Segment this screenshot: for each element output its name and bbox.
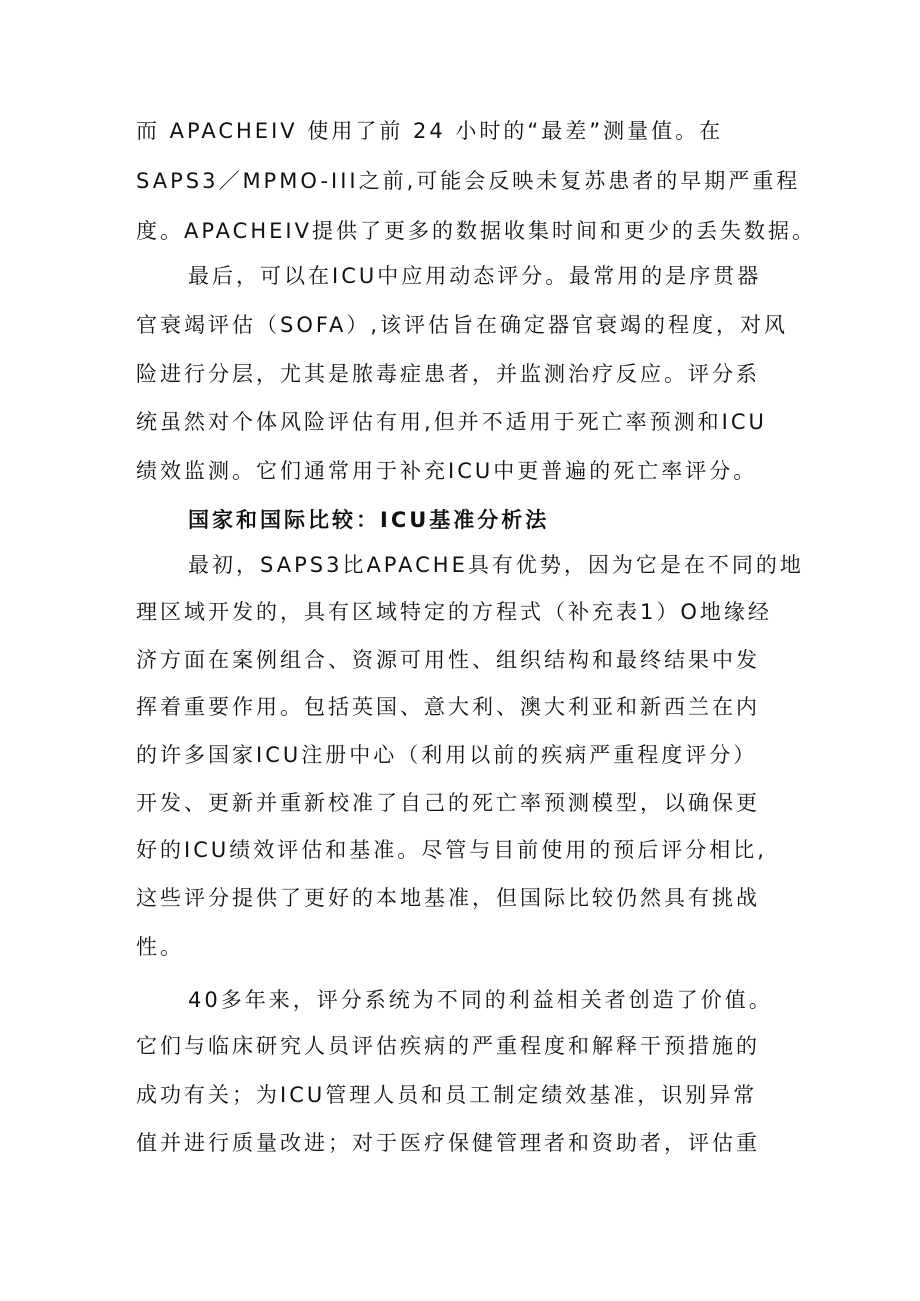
text-line: 成功有关；为ICU管理人员和员工制定绩效基准，识别异常 — [136, 1083, 758, 1107]
text-line: 度。APACHEIV提供了更多的数据收集时间和更少的丢失数据。 — [136, 219, 816, 243]
text-line: 最后，可以在ICU中应用动态评分。最常用的是序贯器 — [188, 264, 762, 288]
text-line: 最初，SAPS3比APACHE具有优势，因为它是在不同的地 — [188, 553, 804, 577]
text-line: 官衰竭评估（SOFA）,该评估旨在确定器官衰竭的程度，对风 — [136, 313, 789, 337]
text-line: 险进行分层，尤其是脓毒症患者，并监测治疗反应。评分系 — [136, 362, 760, 386]
text-line: 值并进行质量改进；对于医疗保健管理者和资助者，评估重 — [136, 1131, 760, 1155]
text-line: SAPS3／MPMO-III之前,可能会反映未复苏患者的早期严重程 — [136, 169, 801, 193]
text-line: 挥着重要作用。包括英国、意大利、澳大利亚和新西兰在内 — [136, 695, 760, 719]
text-line: 绩效监测。它们通常用于补充ICU中更普遍的死亡率评分。 — [136, 459, 758, 483]
text-line: 40多年来，评分系统为不同的利益相关者创造了价值。 — [188, 988, 773, 1012]
text-line: 济方面在案例组合、资源可用性、组织结构和最终结果中发 — [136, 648, 760, 672]
text-line: 统虽然对个体风险评估有用,但并不适用于死亡率预测和ICU — [136, 410, 767, 434]
text-line: 好的ICU绩效评估和基准。尽管与目前使用的预后评分相比, — [136, 838, 767, 862]
text-line: 这些评分提供了更好的本地基准，但国际比较仍然具有挑战 — [136, 886, 760, 910]
text-line: 而 APACHEIV 使用了前 24 小时的“最差”测量值。在 — [136, 119, 724, 143]
text-line: 性。 — [136, 935, 184, 959]
text-line: 理区域开发的，具有区域特定的方程式（补充表1）O地缘经 — [136, 600, 772, 624]
text-line: 的许多国家ICU注册中心（利用以前的疾病严重程度评分） — [136, 743, 758, 767]
text-line: 它们与临床研究人员评估疾病的严重程度和解释干预措施的 — [136, 1034, 760, 1058]
text-line: 开发、更新并重新校准了自己的死亡率预测模型，以确保更 — [136, 791, 760, 815]
section-heading: 国家和国际比较：ICU基准分析法 — [188, 508, 550, 532]
